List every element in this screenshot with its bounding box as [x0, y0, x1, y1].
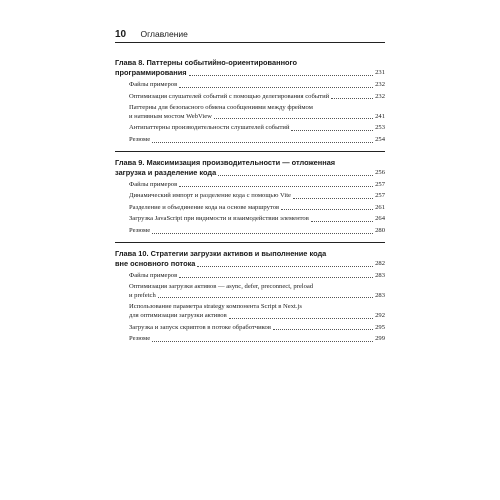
toc-entry[interactable] — [129, 204, 385, 213]
toc-entry[interactable] — [129, 181, 385, 190]
chapter-10 — [115, 249, 385, 344]
chapter-divider — [115, 242, 385, 243]
toc-entry[interactable] — [129, 303, 385, 320]
entry-title: Оптимизация слушателей событий с помощью делегирования событий — [129, 92, 330, 100]
toc-entry[interactable] — [129, 93, 385, 102]
page-ref: 241 — [375, 112, 385, 120]
page-ref: 232 — [375, 81, 385, 88]
table-of-contents — [115, 58, 385, 344]
entry-title: Резюме — [129, 226, 151, 234]
dot-leader — [152, 341, 373, 342]
chapter-title-line2: вне основного потока — [115, 258, 196, 268]
entry-title-line1: Паттерны для безопасного обмена сообщениями между фреймом — [129, 104, 313, 112]
page-ref: 283 — [375, 291, 385, 299]
chapter-title-entry[interactable] — [115, 259, 385, 269]
page-ref: 282 — [375, 259, 385, 267]
dot-leader — [152, 233, 373, 234]
entry-title-line2: и нативным мостом WebView — [129, 112, 212, 120]
page-ref: 299 — [375, 335, 385, 343]
running-head — [115, 28, 385, 43]
entry-title: Загрузка JavaScript при видимости и взаимодействии элементов — [129, 215, 309, 223]
dot-leader — [273, 329, 373, 330]
page-ref: 254 — [375, 135, 385, 143]
page-number: 10 — [115, 29, 127, 40]
entry-title-line1: Использование параметра strategy компонента Script в Next.js — [129, 303, 302, 311]
entry-title: Динамический импорт и разделение кода с помощью Vite — [129, 192, 291, 200]
toc-entry[interactable] — [129, 81, 385, 90]
toc-entry[interactable] — [129, 227, 385, 236]
page-ref: 280 — [375, 226, 385, 234]
page-ref: 257 — [375, 180, 385, 188]
dot-leader — [214, 118, 373, 119]
toc-entry[interactable] — [129, 136, 385, 145]
dot-leader — [179, 87, 373, 88]
toc-entry[interactable] — [129, 192, 385, 201]
dot-leader — [293, 198, 373, 199]
entry-title-line2: и prefetch — [129, 291, 156, 299]
entry-title: Антипаттерны производительности слушателей событий — [129, 124, 290, 132]
entry-title: Файлы примеров — [129, 81, 178, 88]
dot-leader — [281, 209, 373, 210]
chapter-title-entry[interactable] — [115, 68, 385, 78]
page-ref: 232 — [375, 92, 385, 100]
chapter-title: Глава 9. Максимизация производительности — отложенная — [115, 157, 336, 167]
dot-leader — [331, 98, 373, 99]
dot-leader — [152, 142, 373, 143]
dot-leader — [179, 186, 373, 187]
toc-entry[interactable] — [129, 283, 385, 300]
entry-title-line1: Оптимизация загрузки активов — async, defer, preconnect, preload — [129, 283, 314, 291]
dot-leader — [197, 266, 373, 267]
page-ref: 283 — [375, 271, 385, 279]
toc-entry[interactable] — [129, 272, 385, 281]
toc-entry[interactable] — [129, 335, 385, 344]
chapter-9 — [115, 158, 385, 236]
dot-leader — [229, 318, 373, 319]
chapter-8 — [115, 58, 385, 145]
dot-leader — [179, 277, 373, 278]
chapter-divider — [115, 151, 385, 152]
entry-title-line2: для оптимизации загрузки активов — [129, 311, 227, 319]
toc-entry[interactable] — [129, 104, 385, 121]
page-ref: 256 — [375, 168, 385, 176]
page-ref: 292 — [375, 311, 385, 319]
dot-leader — [189, 75, 374, 76]
page-ref: 264 — [375, 215, 385, 223]
toc-entry[interactable] — [129, 215, 385, 224]
toc-entry[interactable] — [129, 324, 385, 333]
page-ref: 257 — [375, 192, 385, 200]
entry-title: Загрузка и запуск скриптов в потоке обработчиков — [129, 323, 271, 331]
entry-title: Разделение и объединение кода на основе маршрутов — [129, 203, 280, 211]
dot-leader — [291, 130, 373, 131]
section-title: Оглавление — [140, 29, 188, 39]
entry-title: Резюме — [129, 335, 151, 343]
dot-leader — [158, 297, 373, 298]
page-ref: 261 — [375, 203, 385, 211]
page-ref: 253 — [375, 124, 385, 132]
toc-entry[interactable] — [129, 124, 385, 133]
chapter-title-line2: загрузка и разделение кода — [115, 167, 217, 177]
dot-leader — [218, 175, 373, 176]
page-ref: 295 — [375, 323, 385, 331]
dot-leader — [311, 221, 373, 222]
page-ref: 231 — [375, 69, 385, 76]
entry-title: Файлы примеров — [129, 271, 178, 279]
chapter-title-entry[interactable] — [115, 168, 385, 178]
entry-title: Файлы примеров — [129, 180, 178, 188]
chapter-title: Глава 8. Паттерны событийно-ориентированного — [115, 58, 298, 67]
chapter-title: Глава 10. Стратегии загрузки активов и выполнение кода — [115, 248, 327, 258]
chapter-title-line2: программирования — [115, 68, 187, 77]
entry-title: Резюме — [129, 135, 151, 143]
